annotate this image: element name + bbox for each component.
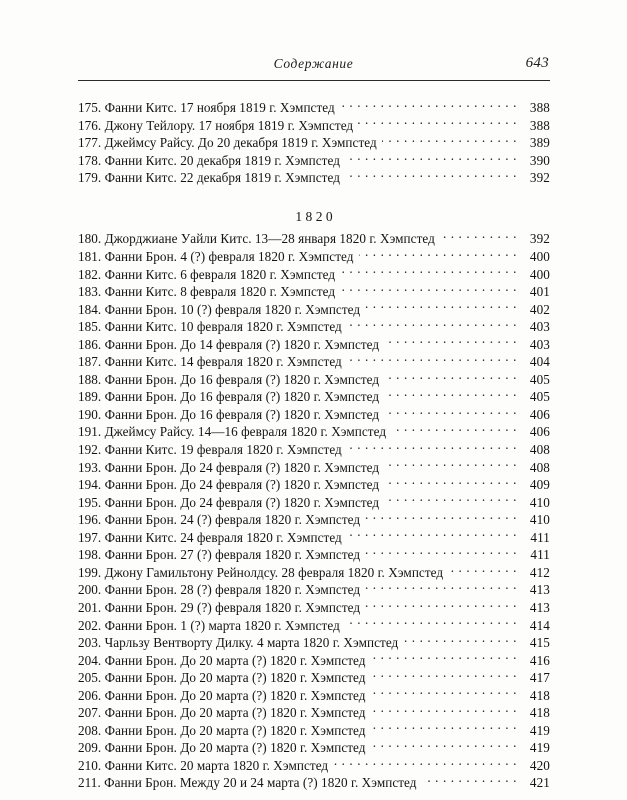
dot-leader xyxy=(347,529,517,542)
toc-entry-page-number: 408 xyxy=(529,459,550,475)
toc-entry[interactable] xyxy=(78,564,550,582)
dot-leader xyxy=(384,406,517,419)
toc-entry-label: 193. Фанни Брон. До 24 февраля (?) 1820 г. Хэмпстед xyxy=(78,459,380,475)
dot-leader xyxy=(340,99,517,112)
dot-leader xyxy=(365,581,517,594)
toc-entry[interactable] xyxy=(78,134,550,152)
toc-entry-label: 177. Джеймсу Райсу. До 20 декабря 1819 г. Хэмпстед xyxy=(78,135,377,151)
dot-leader xyxy=(371,651,517,664)
toc-entry-page-number: 413 xyxy=(529,582,550,598)
toc-entry-label: 176. Джону Тейлору. 17 ноября 1819 г. Хэмпстед xyxy=(78,117,354,133)
toc-entry-label: 194. Фанни Брон. До 24 февраля (?) 1820 г. Хэмпстед xyxy=(78,477,380,493)
toc-entry-page-number: 416 xyxy=(529,652,550,668)
toc-entry-label: 190. Фанни Брон. До 16 февраля (?) 1820 г. Хэмпстед xyxy=(78,406,380,422)
toc-entry-page-number: 413 xyxy=(529,599,550,615)
dot-leader xyxy=(340,265,517,278)
toc-entry[interactable] xyxy=(78,406,550,424)
toc-entry-label: 186. Фанни Брон. До 14 февраля (?) 1820 г. Хэмпстед xyxy=(78,336,380,352)
toc-entry-page-number: 403 xyxy=(529,336,550,352)
toc-entry-page-number: 410 xyxy=(529,494,550,510)
toc-entry-page-number: 419 xyxy=(529,722,550,738)
toc-entry-page-number: 420 xyxy=(529,757,550,773)
dot-leader xyxy=(365,300,517,313)
toc-entry[interactable] xyxy=(78,511,550,529)
toc-entry-label: 208. Фанни Брон. До 20 марта (?) 1820 г. Хэмпстед xyxy=(78,722,366,738)
dot-leader xyxy=(384,458,517,471)
toc-entry-label: 184. Фанни Брон. 10 (?) февраля 1820 г. Хэмпстед xyxy=(78,301,361,317)
toc-entry[interactable] xyxy=(78,117,550,135)
folio-number: 643 xyxy=(525,55,549,71)
dot-leader xyxy=(448,564,517,577)
toc-entry[interactable] xyxy=(78,757,550,775)
year-divider: 1820 xyxy=(295,209,336,225)
toc-entry-page-number: 405 xyxy=(529,371,550,387)
toc-entry-label: 183. Фанни Китс. 8 февраля 1820 г. Хэмпстед xyxy=(78,284,336,300)
toc-entry[interactable] xyxy=(78,353,550,371)
dot-leader xyxy=(371,704,517,717)
toc-entry-label: 180. Джорджиане Уайли Китс. 13—28 января 1820 г. Хэмпстед xyxy=(78,231,435,247)
toc-entry-label: 209. Фанни Брон. До 20 марта (?) 1820 г. Хэмпстед xyxy=(78,740,366,756)
toc-entry[interactable] xyxy=(78,651,550,669)
toc-entry[interactable] xyxy=(78,774,550,792)
toc-entry-label: 207. Фанни Брон. До 20 марта (?) 1820 г. Хэмпстед xyxy=(78,705,366,721)
toc-entry[interactable] xyxy=(78,300,550,318)
dot-leader xyxy=(382,134,517,147)
toc-entry-page-number: 411 xyxy=(530,529,550,545)
toc-entry-page-number: 411 xyxy=(530,547,550,563)
toc-entry[interactable] xyxy=(78,230,550,248)
toc-entry-page-number: 389 xyxy=(529,135,550,151)
toc-entry-label: 202. Фанни Брон. 1 (?) марта 1820 г. Хэмпстед xyxy=(78,617,340,633)
toc-entry-page-number: 392 xyxy=(529,231,550,247)
toc-entry-page-number: 418 xyxy=(529,687,550,703)
toc-entry[interactable] xyxy=(78,248,550,266)
toc-entry[interactable] xyxy=(78,152,550,170)
toc-entry-page-number: 408 xyxy=(529,442,550,458)
toc-entry[interactable] xyxy=(78,318,550,336)
dot-leader xyxy=(403,634,517,647)
dot-leader xyxy=(345,152,517,165)
toc-entry-label: 178. Фанни Китс. 20 декабря 1819 г. Хэмпстед xyxy=(78,152,340,168)
toc-entry-page-number: 412 xyxy=(529,564,550,580)
toc-entry[interactable] xyxy=(78,169,550,187)
dot-leader xyxy=(359,248,518,261)
toc-entry-label: 210. Фанни Китс. 20 марта 1820 г. Хэмпстед xyxy=(78,757,329,773)
dot-leader xyxy=(391,423,517,436)
toc-entry-label: 199. Джону Гамильтону Рейнолдсу. 28 февраля 1820 г. Хэмпстед xyxy=(78,564,444,580)
toc-entry[interactable] xyxy=(78,441,550,459)
dot-leader xyxy=(422,774,517,787)
toc-entry-page-number: 390 xyxy=(529,152,550,168)
toc-entry-page-number: 418 xyxy=(529,705,550,721)
dot-leader xyxy=(365,546,517,559)
dot-leader xyxy=(345,169,517,182)
dot-leader xyxy=(371,669,517,682)
toc-entry[interactable] xyxy=(78,739,550,757)
toc-entry-label: 197. Фанни Китс. 24 февраля 1820 г. Хэмпстед xyxy=(78,529,342,545)
toc-entry-label: 200. Фанни Брон. 28 (?) февраля 1820 г. Хэмпстед xyxy=(78,582,361,598)
table-of-contents xyxy=(78,99,550,792)
dot-leader xyxy=(371,739,517,752)
toc-entry-label: 198. Фанни Брон. 27 (?) февраля 1820 г. Хэмпстед xyxy=(78,547,361,563)
toc-entry[interactable] xyxy=(78,283,550,301)
dot-leader xyxy=(440,230,517,243)
toc-entry-label: 204. Фанни Брон. До 20 марта (?) 1820 г. Хэмпстед xyxy=(78,652,366,668)
dot-leader xyxy=(345,616,517,629)
page-title: Содержание xyxy=(273,56,354,71)
toc-entry[interactable] xyxy=(78,687,550,705)
toc-entry-page-number: 410 xyxy=(529,512,550,528)
toc-entry-label: 179. Фанни Китс. 22 декабря 1819 г. Хэмпстед xyxy=(78,170,340,186)
dot-leader xyxy=(384,476,517,489)
toc-entry[interactable] xyxy=(78,616,550,634)
toc-entry-page-number: 400 xyxy=(529,249,550,265)
toc-entry-page-number: 406 xyxy=(529,406,550,422)
toc-entry[interactable] xyxy=(78,529,550,547)
toc-entry[interactable] xyxy=(78,722,550,740)
toc-entry-page-number: 405 xyxy=(529,389,550,405)
toc-entry[interactable] xyxy=(78,546,550,564)
toc-entry-page-number: 388 xyxy=(529,100,550,116)
toc-entry-label: 201. Фанни Брон. 29 (?) февраля 1820 г. Хэмпстед xyxy=(78,599,361,615)
toc-entry-page-number: 414 xyxy=(529,617,550,633)
toc-entry-label: 188. Фанни Брон. До 16 февраля (?) 1820 г. Хэмпстед xyxy=(78,371,380,387)
toc-entry-page-number: 403 xyxy=(529,319,550,335)
toc-entry[interactable] xyxy=(78,458,550,476)
toc-entry-page-number: 388 xyxy=(529,117,550,133)
toc-entry-label: 211. Фанни Брон. Между 20 и 24 марта (?) 1820 г. Хэмпстед xyxy=(78,775,417,791)
toc-entry-label: 191. Джеймсу Райсу. 14—16 февраля 1820 г. Хэмпстед xyxy=(78,424,387,440)
toc-entry[interactable] xyxy=(78,476,550,494)
toc-entry[interactable] xyxy=(78,669,550,687)
dot-leader xyxy=(365,599,517,612)
toc-entry[interactable] xyxy=(78,634,550,652)
toc-entry-page-number: 401 xyxy=(529,284,550,300)
dot-leader xyxy=(371,687,517,700)
dot-leader xyxy=(347,353,517,366)
dot-leader xyxy=(384,493,517,506)
toc-entry-page-number: 415 xyxy=(529,635,550,651)
toc-entry-label: 206. Фанни Брон. До 20 марта (?) 1820 г. Хэмпстед xyxy=(78,687,366,703)
toc-entry-page-number: 409 xyxy=(529,477,550,493)
toc-entry-page-number: 400 xyxy=(529,266,550,282)
header-rule xyxy=(78,80,550,81)
toc-entry-page-number: 421 xyxy=(529,775,550,791)
toc-entry-page-number: 402 xyxy=(529,301,550,317)
toc-entry-page-number: 404 xyxy=(529,354,550,370)
toc-entry[interactable] xyxy=(78,581,550,599)
toc-entry[interactable] xyxy=(78,336,550,354)
toc-entry-label: 203. Чарльзу Вентворту Дилку. 4 марта 1820 г. Хэмпстед xyxy=(78,635,399,651)
dot-leader xyxy=(340,283,517,296)
toc-entry-label: 192. Фанни Китс. 19 февраля 1820 г. Хэмпстед xyxy=(78,442,342,458)
toc-entry-page-number: 392 xyxy=(529,170,550,186)
dot-leader xyxy=(384,336,517,349)
toc-entry[interactable] xyxy=(78,265,550,283)
toc-entry[interactable] xyxy=(78,493,550,511)
toc-entry-label: 182. Фанни Китс. 6 февраля 1820 г. Хэмпстед xyxy=(78,266,336,282)
toc-entry[interactable] xyxy=(78,99,550,117)
dot-leader xyxy=(384,371,517,384)
toc-entry-label: 181. Фанни Брон. 4 (?) февраля 1820 г. Хэмпстед xyxy=(78,249,354,265)
dot-leader xyxy=(347,318,517,331)
toc-entry-label: 175. Фанни Китс. 17 ноября 1819 г. Хэмпстед xyxy=(78,100,335,116)
toc-entry-label: 195. Фанни Брон. До 24 февраля (?) 1820 г. Хэмпстед xyxy=(78,494,380,510)
dot-leader xyxy=(371,722,517,735)
toc-entry[interactable] xyxy=(78,704,550,722)
dot-leader xyxy=(347,441,517,454)
toc-entry-page-number: 417 xyxy=(529,670,550,686)
toc-entry[interactable] xyxy=(78,388,550,406)
running-head xyxy=(78,56,549,80)
toc-entry-label: 189. Фанни Брон. До 16 февраля (?) 1820 г. Хэмпстед xyxy=(78,389,380,405)
dot-leader xyxy=(358,117,517,130)
toc-entry-label: 185. Фанни Китс. 10 февраля 1820 г. Хэмпстед xyxy=(78,319,342,335)
toc-entry-label: 187. Фанни Китс. 14 февраля 1820 г. Хэмпстед xyxy=(78,354,342,370)
dot-leader xyxy=(333,757,517,770)
toc-entry-page-number: 419 xyxy=(529,740,550,756)
dot-leader xyxy=(365,511,517,524)
toc-entry[interactable] xyxy=(78,599,550,617)
toc-entry-label: 196. Фанни Брон. 24 (?) февраля 1820 г. Хэмпстед xyxy=(78,512,361,528)
toc-entry[interactable] xyxy=(78,423,550,441)
dot-leader xyxy=(384,388,517,401)
section-gap xyxy=(78,187,550,205)
toc-entry-page-number: 406 xyxy=(529,424,550,440)
toc-entry[interactable] xyxy=(78,371,550,389)
toc-entry-label: 205. Фанни Брон. До 20 марта (?) 1820 г. Хэмпстед xyxy=(78,670,366,686)
